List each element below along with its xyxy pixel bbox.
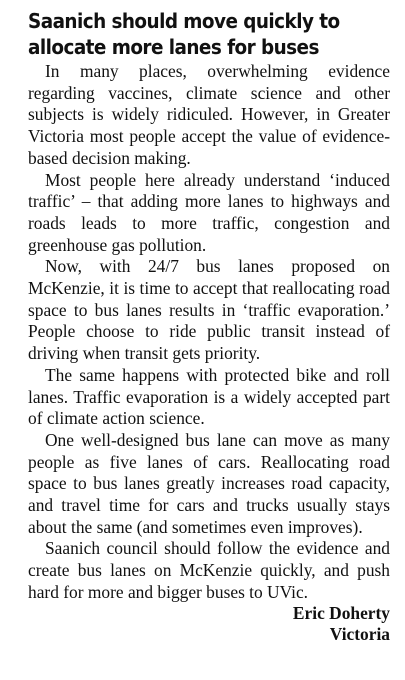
- letter-body: [28, 61, 390, 604]
- paragraph: Now, with 24/7 bus lanes proposed on McKenzie, it is time to accept that reallocating road space to bus lanes results in ‘traffic evaporation.’ People choose to ride public transit instead of driving when transit gets priority.: [28, 256, 390, 364]
- author-name: Eric Doherty: [292, 602, 390, 623]
- paragraph: One well-designed bus lane can move as many people as five lanes of cars. Reallocating road space to bus lanes greatly increases road capacity, and travel time for cars and trucks usually stays about the same (and sometimes even improves).: [28, 429, 390, 537]
- letter-to-editor: [28, 8, 390, 645]
- paragraph: In many places, overwhelming evidence regarding vaccines, climate science and other subjects is widely ridiculed. However, in Greater Victoria most people accept the value of evidence-based decision making.: [28, 61, 390, 168]
- paragraph: The same happens with protected bike and roll lanes. Traffic evaporation is a widely accepted part of climate action science.: [28, 364, 390, 429]
- author-location: Victoria: [329, 623, 390, 644]
- letter-headline: Saanich should move quickly to allocate more lanes for buses: [28, 9, 340, 59]
- letter-signature: [28, 603, 390, 645]
- paragraph: Most people here already understand ‘induced traffic’ – that adding more lanes to highways and roads leads to more traffic, congestion and greenhouse gas pollution.: [28, 169, 390, 255]
- paragraph: Saanich council should follow the evidence and create bus lanes on McKenzie quickly, and push hard for more and bigger buses to UVic.: [28, 538, 390, 602]
